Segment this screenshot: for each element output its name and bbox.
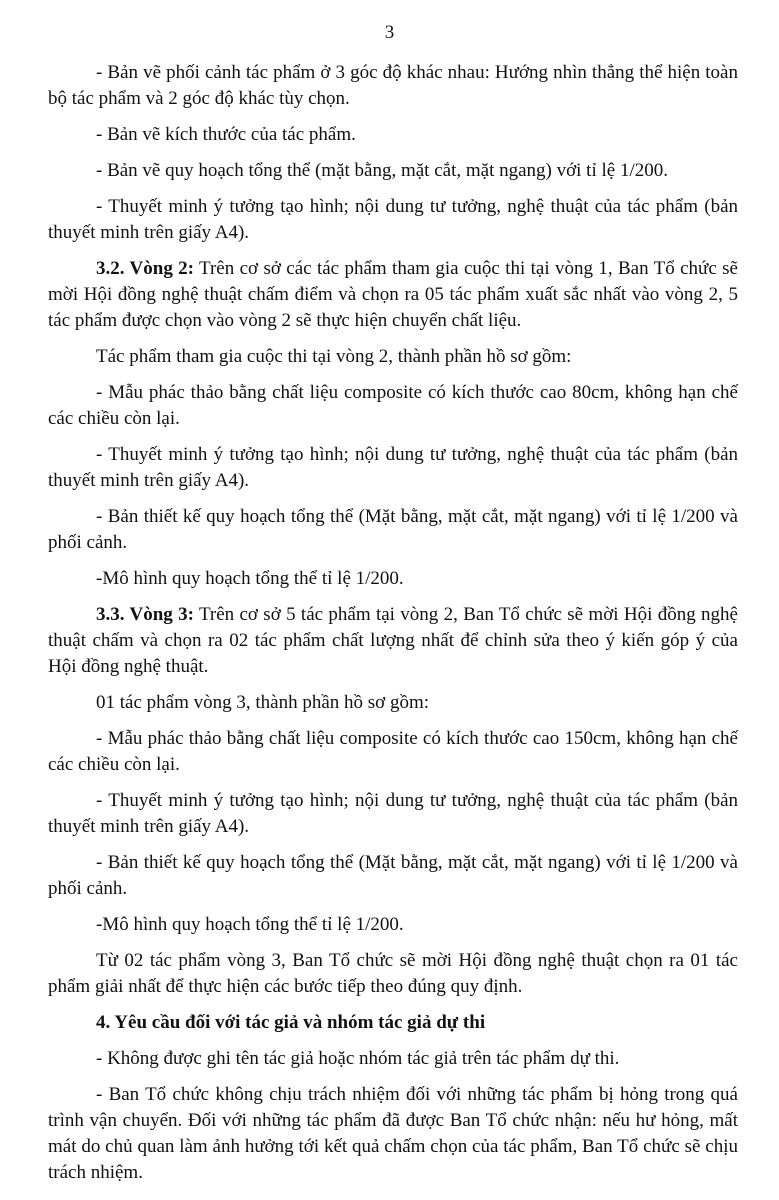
paragraph: - Mẫu phác thảo bằng chất liệu composite có kích thước cao 80cm, không hạn chế các chiều còn lại.	[48, 382, 738, 429]
section-heading-4: 4. Yêu cầu đối với tác giả và nhóm tác giả dự thi	[96, 1012, 486, 1033]
paragraph: - Thuyết minh ý tưởng tạo hình; nội dung tư tưởng, nghệ thuật của tác phẩm (bản thuyết minh trên giấy A4).	[48, 196, 738, 243]
paragraph: Tác phẩm tham gia cuộc thi tại vòng 2, thành phần hồ sơ gồm:	[96, 346, 572, 367]
paragraph: - Thuyết minh ý tưởng tạo hình; nội dung tư tưởng, nghệ thuật của tác phẩm (bản thuyết minh trên giấy A4).	[48, 790, 738, 837]
section-heading-3-2: 3.2. Vòng 2:	[96, 258, 195, 279]
page-number: 3	[384, 22, 395, 43]
page-body	[48, 60, 738, 1196]
section-text: Trên cơ sở 5 tác phẩm tại vòng 2, Ban Tổ chức sẽ mời Hội đồng nghệ thuật chấm và chọn ra 02 tác phẩm chất lượng nhất để chỉnh sửa theo ý kiến góp ý của Hội đồng nghệ thuật.	[48, 604, 738, 677]
section-text: Trên cơ sở các tác phẩm tham gia cuộc thi tại vòng 1, Ban Tổ chức sẽ mời Hội đồng nghệ thuật chấm điểm và chọn ra 05 tác phẩm xuất sắc nhất vào vòng 2, 5 tác phẩm được chọn vào vòng 2 sẽ thực hiện chuyển chất liệu.	[48, 258, 738, 331]
paragraph: - Mẫu phác thảo bằng chất liệu composite có kích thước cao 150cm, không hạn chế các chiều còn lại.	[48, 728, 738, 775]
paragraph: 01 tác phẩm vòng 3, thành phần hồ sơ gồm:	[96, 692, 430, 713]
paragraph: -Mô hình quy hoạch tổng thể tỉ lệ 1/200.	[96, 568, 404, 589]
section-heading-3-3: 3.3. Vòng 3:	[96, 604, 194, 625]
section-paragraph	[48, 256, 738, 334]
paragraph: - Bản vẽ kích thước của tác phẩm.	[96, 124, 356, 145]
paragraph: - Thuyết minh ý tưởng tạo hình; nội dung tư tưởng, nghệ thuật của tác phẩm (bản thuyết minh trên giấy A4).	[48, 444, 738, 491]
paragraph: - Bản thiết kế quy hoạch tổng thể (Mặt bằng, mặt cắt, mặt ngang) với tỉ lệ 1/200 và phối cảnh.	[48, 852, 738, 899]
paragraph: Từ 02 tác phẩm vòng 3, Ban Tổ chức sẽ mời Hội đồng nghệ thuật chọn ra 01 tác phẩm giải nhất để thực hiện các bước tiếp theo đúng quy định.	[48, 950, 738, 997]
paragraph: - Bản vẽ quy hoạch tổng thể (mặt bằng, mặt cắt, mặt ngang) với tỉ lệ 1/200.	[96, 160, 668, 181]
paragraph: - Không được ghi tên tác giả hoặc nhóm tác giả trên tác phẩm dự thi.	[96, 1048, 620, 1069]
paragraph: - Ban Tổ chức không chịu trách nhiệm đối với những tác phẩm bị hỏng trong quá trình vận chuyển. Đối với những tác phẩm đã được Ban Tổ chức nhận: nếu hư hỏng, mất mát do chủ quan làm ảnh hưởng tới kết quả chấm chọn của tác phẩm, Ban Tổ chức sẽ chịu trách nhiệm.	[48, 1084, 738, 1183]
paragraph: - Bản vẽ phối cảnh tác phẩm ở 3 góc độ khác nhau: Hướng nhìn thẳng thể hiện toàn bộ tác phẩm và 2 góc độ khác tùy chọn.	[48, 62, 738, 109]
section-paragraph	[48, 602, 738, 680]
paragraph: -Mô hình quy hoạch tổng thể tỉ lệ 1/200.	[96, 914, 404, 935]
paragraph: - Bản thiết kế quy hoạch tổng thể (Mặt bằng, mặt cắt, mặt ngang) với tỉ lệ 1/200 và phối cảnh.	[48, 506, 738, 553]
